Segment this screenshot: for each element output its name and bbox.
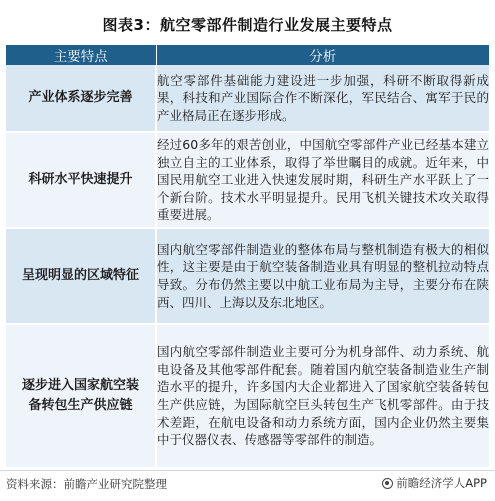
- feature-cell: 产业体系逐步完善: [6, 65, 156, 132]
- table-row: [6, 132, 489, 228]
- table-row: [6, 228, 489, 324]
- table-row: [6, 65, 489, 132]
- feature-cell: 科研水平快速提升: [6, 132, 156, 228]
- table-row: [6, 324, 489, 468]
- analysis-cell: 经过60多年的艰苦创业，中国航空零部件产业已经基本建立独立自主的工业体系，取得了举世瞩目的成就。近年来，中国民用航空工业进入快速发展时期，科研生产水平跃上了一个新台阶。技术水平明显提升。民用飞机关键技术攻关取得重要进展。: [156, 132, 489, 228]
- analysis-cell: 航空零部件基础能力建设进一步加强，科研不断取得新成果，科技和产业国际合作不断深化，军民结合、寓军于民的产业格局正在逐步形成。: [156, 65, 489, 132]
- analysis-cell: 国内航空零部件制造业的整体布局与整机制造有极大的相似性，这主要是由于航空装备制造业具有明显的整机拉动特点导致。分布仍然主要以中航工业布局为主导，主要分布在陕西、四川、上海以及东北地区。: [156, 228, 489, 324]
- footer-divider: [0, 470, 495, 471]
- header-analysis: 分析: [156, 45, 489, 65]
- brand-mark: [382, 475, 487, 491]
- qianzhan-logo-icon: [382, 478, 393, 489]
- table-header-row: [6, 45, 489, 65]
- feature-cell: 呈现明显的区域特征: [6, 228, 156, 324]
- brand-label: 前瞻经济学人APP: [396, 476, 487, 490]
- figure-title: 图表3：航空零部件制造行业发展主要特点: [102, 16, 393, 34]
- analysis-cell: 国内航空零部件制造业主要可分为机身部件、动力系统、航电设备及其他零部件配套。随着国内航空装备制造业生产制造水平的提升，许多国内大企业都进入了国家航空装备转包生产供应链，为国际航空巨头转包生产飞机零部件。由于技术差距，在航电设备和动力系统方面，国内企业仍然主要集中于仪器仪表、传感器等零部件的制造。: [156, 324, 489, 468]
- header-feature: 主要特点: [6, 45, 156, 65]
- feature-cell: 逐步进入国家航空装备转包生产供应链: [6, 324, 156, 468]
- features-table: [6, 45, 489, 469]
- source-note: 资料来源：前瞻产业研究院整理: [6, 477, 167, 491]
